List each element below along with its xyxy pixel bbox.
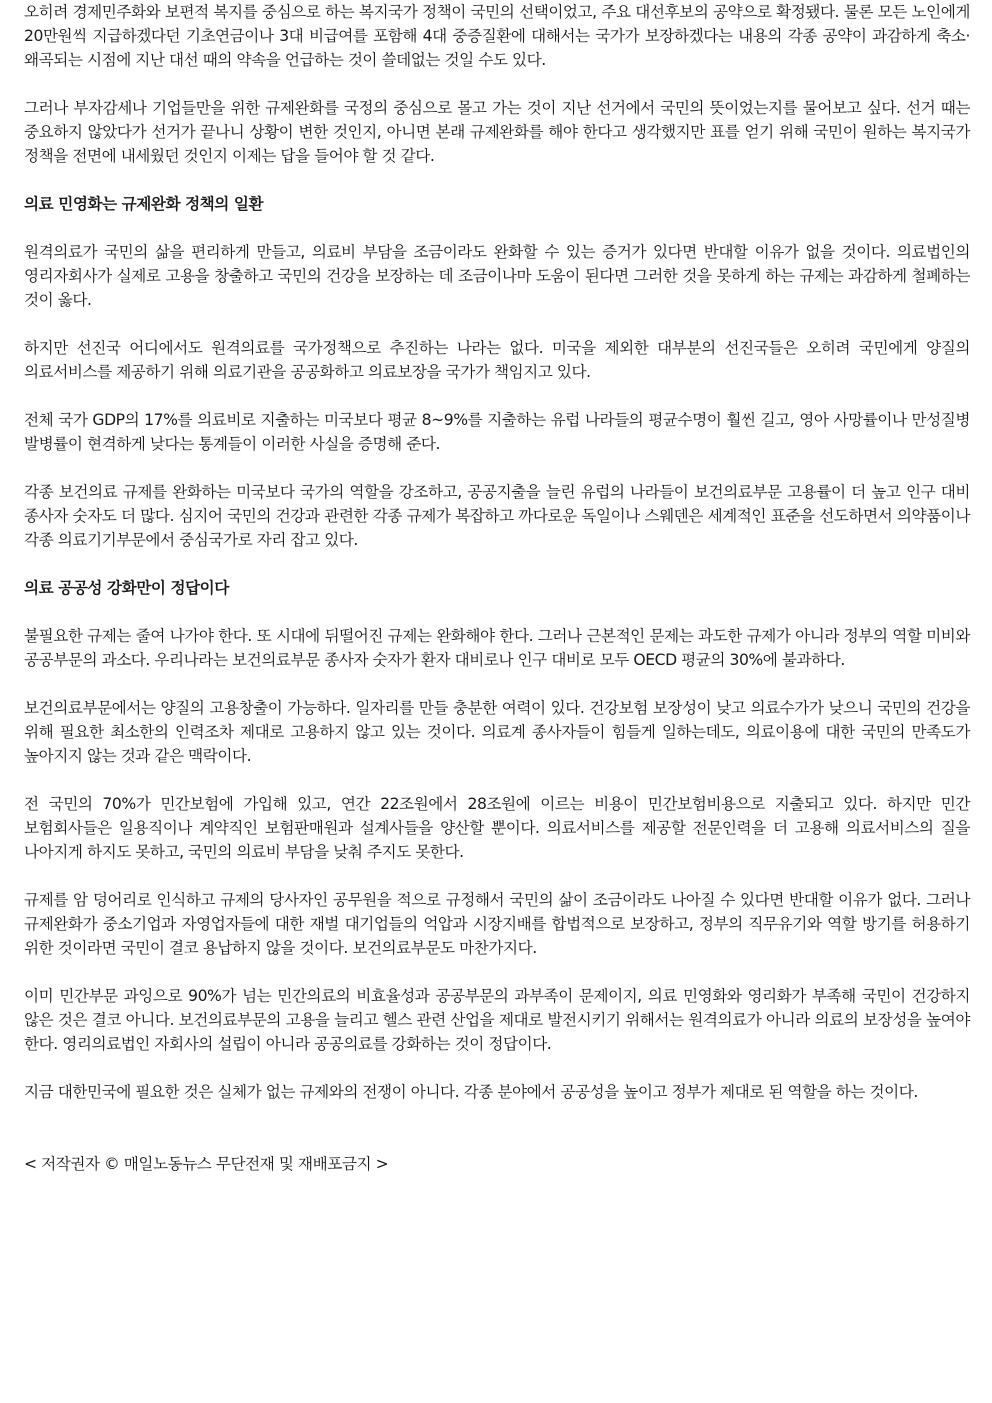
paragraph-5: 전체 국가 GDP의 17%를 의료비로 지출하는 미국보다 평균 8~9%를 지출하는 유럽 나라들의 평균수명이 훨씬 길고, 영아 사망률이나 만성질병 발병률이 현격하게 낮다는 통계들이 이러한 사실을 증명해 준다.	[24, 411, 970, 453]
paragraph-4: 하지만 선진국 어디에서도 원격의료를 국가정책으로 추진하는 나라는 없다. 미국을 제외한 대부분의 선진국들은 오히려 국민에게 양질의 의료서비스를 제공하기 위해 의료기관을 공공화하고 의료보장을 국가가 책임지고 있다.	[24, 339, 970, 381]
paragraph-2: 그러나 부자감세나 기업들만을 위한 규제완화를 국정의 중심으로 몰고 가는 것이 지난 선거에서 국민의 뜻이었는지를 물어보고 싶다. 선거 때는 중요하지 않았다가 선거가 끝나니 상황이 변한 것인지, 아니면 본래 규제완화를 해야 한다고 생각했지만 표를 얻기 위해 국민이 원하는 복지국가 정책을 전면에 내세웠던 것인지 이제는 답을 들어야 할 것 같다.	[24, 99, 970, 165]
paragraph-12: 지금 대한민국에 필요한 것은 실체가 없는 규제와의 전쟁이 아니다. 각종 분야에서 공공성을 높이고 정부가 제대로 된 역할을 하는 것이다.	[24, 1083, 918, 1101]
paragraph-8: 보건의료부문에서는 양질의 고용창출이 가능하다. 일자리를 만들 충분한 여력이 있다. 건강보험 보장성이 낮고 의료수가가 낮으니 국민의 건강을 위해 필요한 최소한의 인력조차 제대로 고용하지 않고 있는 것이다. 의료계 종사자들이 힘들게 일하는데도, 의료이용에 대한 국민의 만족도가 높아지지 않는 것과 같은 맥락이다.	[24, 699, 970, 765]
section-heading-2: 의료 공공성 강화만이 정답이다	[24, 579, 229, 597]
paragraph-3: 원격의료가 국민의 삶을 편리하게 만들고, 의료비 부담을 조금이라도 완화할 수 있는 증거가 있다면 반대할 이유가 없을 것이다. 의료법인의 영리자회사가 실제로 고용을 창출하고 국민의 건강을 보장하는 데 조금이나마 도움이 된다면 그러한 것을 못하게 하는 규제는 과감하게 철폐하는 것이 옳다.	[24, 243, 970, 309]
article-body	[24, 0, 970, 1176]
paragraph-11: 이미 민간부문 과잉으로 90%가 넘는 민간의료의 비효율성과 공공부문의 과부족이 문제이지, 의료 민영화와 영리화가 부족해 국민이 건강하지 않은 것은 결코 아니다. 보건의료부문의 고용을 늘리고 헬스 관련 산업을 제대로 발전시키기 위해서는 원격의료가 아니라 의료의 보장성을 높여야 한다. 영리의료법인 자회사의 설립이 아니라 공공의료를 강화하는 것이 정답이다.	[24, 987, 970, 1053]
paragraph-6: 각종 보건의료 규제를 완화하는 미국보다 국가의 역할을 강조하고, 공공지출을 늘린 유럽의 나라들이 보건의료부문 고용률이 더 높고 인구 대비 종사자 숫자도 더 많다. 심지어 국민의 건강과 관련한 각종 규제가 복잡하고 까다로운 독일이나 스웨덴은 세계적인 표준을 선도하면서 의약품이나 각종 의료기기부문에서 중심국가로 자리 잡고 있다.	[24, 483, 970, 549]
copyright-notice: < 저작권자 © 매일노동뉴스 무단전재 및 재배포금지 >	[24, 1155, 389, 1173]
paragraph-10: 규제를 암 덩어리로 인식하고 규제의 당사자인 공무원을 적으로 규정해서 국민의 삶이 조금이라도 나아질 수 있다면 반대할 이유가 없다. 그러나 규제완화가 중소기업과 자영업자들에 대한 재벌 대기업들의 억압과 시장지배를 합법적으로 보장하고, 정부의 직무유기와 역할 방기를 허용하기 위한 것이라면 국민이 결코 용납하지 않을 것이다. 보건의료부문도 마찬가지다.	[24, 891, 970, 957]
paragraph-7: 불필요한 규제는 줄여 나가야 한다. 또 시대에 뒤떨어진 규제는 완화해야 한다. 그러나 근본적인 문제는 과도한 규제가 아니라 정부의 역할 미비와 공공부문의 과소다. 우리나라는 보건의료부문 종사자 숫자가 환자 대비로나 인구 대비로 모두 OECD 평균의 30%에 불과하다.	[24, 627, 970, 669]
paragraph-9: 전 국민의 70%가 민간보험에 가입해 있고, 연간 22조원에서 28조원에 이르는 비용이 민간보험비용으로 지출되고 있다. 하지만 민간 보험회사들은 일용직이나 계약직인 보험판매원과 설계사들을 양산할 뿐이다. 의료서비스를 제공할 전문인력을 더 고용해 의료서비스의 질을 나아지게 하지도 못하고, 국민의 의료비 부담을 낮춰 주지도 못한다.	[24, 795, 970, 861]
section-heading-1: 의료 민영화는 규제완화 정책의 일환	[24, 195, 264, 213]
paragraph-1: 오히려 경제민주화와 보편적 복지를 중심으로 하는 복지국가 정책이 국민의 선택이었고, 주요 대선후보의 공약으로 확정됐다. 물론 모든 노인에게 20만원씩 지급하겠다던 기초연금이나 3대 비급여를 포함해 4대 중증질환에 대해서는 국가가 보장하겠다는 내용의 각종 공약이 과감하게 축소·왜곡되는 시점에 지난 대선 때의 약속을 언급하는 것이 쓸데없는 것일 수도 있다.	[24, 3, 970, 69]
